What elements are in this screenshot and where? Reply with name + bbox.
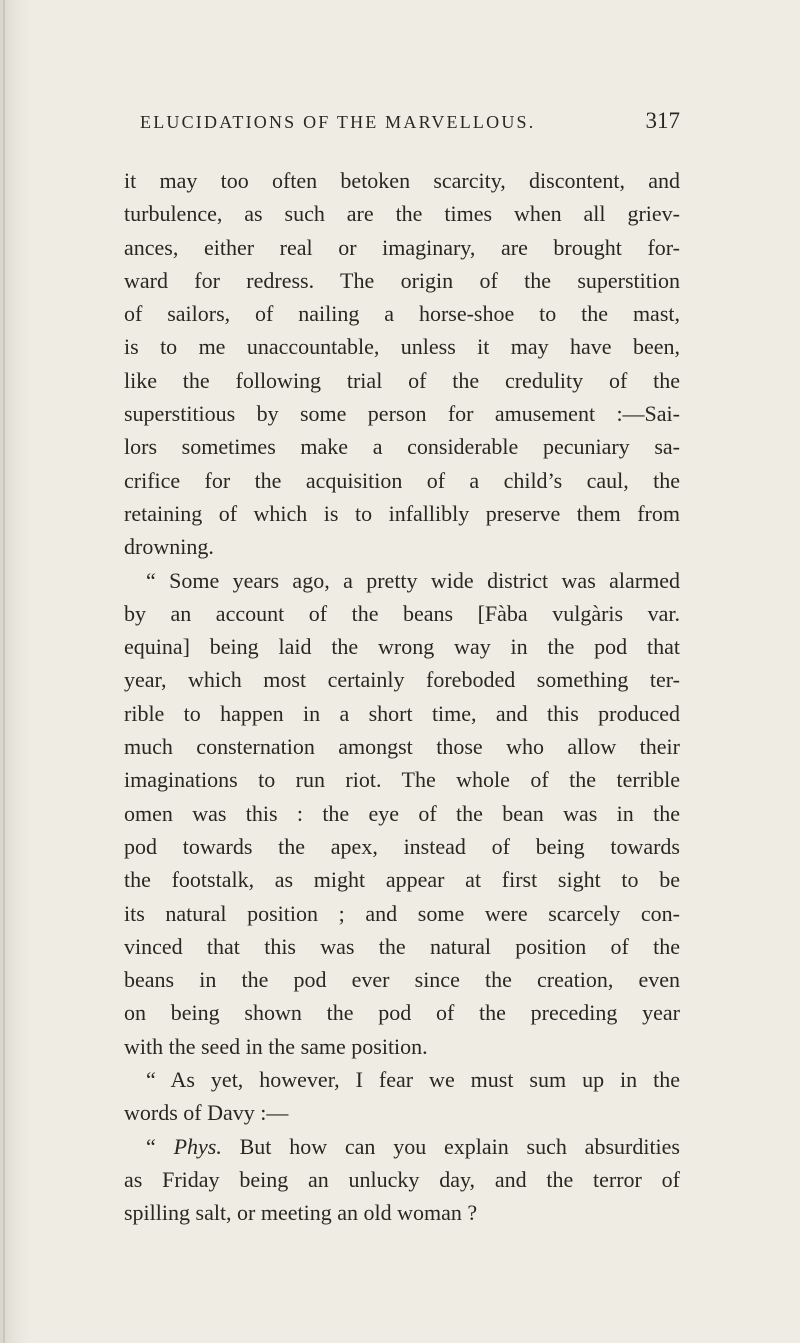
text-line: of sailors, of nailing a horse-shoe to the mast, bbox=[124, 301, 680, 327]
text-line: much consternation amongst those who allow their bbox=[124, 734, 680, 760]
text-line: drowning. bbox=[124, 534, 214, 560]
text-line: imaginations to run riot. The whole of the terrible bbox=[124, 767, 680, 793]
text-line: words of Davy :— bbox=[124, 1100, 289, 1126]
text-line: spilling salt, or meeting an old woman ? bbox=[124, 1200, 478, 1226]
text-line: superstitious by some person for amusement :—Sai- bbox=[124, 401, 680, 427]
text-line: beans in the pod ever since the creation, even bbox=[124, 967, 680, 993]
text-line: on being shown the pod of the preceding year bbox=[124, 1000, 680, 1026]
text-line: crifice for the acquisition of a child’s caul, the bbox=[124, 467, 680, 493]
text-line: the footstalk, as might appear at first sight to be bbox=[124, 867, 680, 893]
text-line: retaining of which is to infallibly preserve them from bbox=[124, 500, 680, 526]
text-line: “ As yet, however, I fear we must sum up in the bbox=[146, 1067, 680, 1093]
body-text bbox=[124, 164, 680, 1230]
text-line: by an account of the beans [Fàba vulgàris var. bbox=[124, 600, 680, 626]
text-line: year, which most certainly foreboded something ter- bbox=[124, 667, 680, 693]
text-line: lors sometimes make a considerable pecuniary sa- bbox=[124, 434, 680, 460]
quote-mark: “ bbox=[146, 1133, 156, 1159]
speaker-label: Phys. bbox=[173, 1133, 222, 1159]
page-number: 317 bbox=[645, 108, 680, 133]
text-line: as Friday being an unlucky day, and the terror of bbox=[124, 1166, 680, 1192]
text-line: equina] being laid the wrong way in the pod that bbox=[124, 634, 680, 660]
text-line: ward for redress. The origin of the superstition bbox=[124, 267, 680, 293]
text-line: turbulence, as such are the times when all griev- bbox=[124, 201, 680, 227]
text-line: ances, either real or imaginary, are brought for- bbox=[124, 234, 680, 260]
running-head bbox=[140, 108, 680, 144]
text-line: its natural position ; and some were scarcely con- bbox=[124, 900, 680, 926]
text-line: is to me unaccountable, unless it may have been, bbox=[124, 334, 680, 360]
text-line: “ Some years ago, a pretty wide district was alarmed bbox=[146, 567, 680, 593]
text-fragment: But how can you explain such absurdities bbox=[239, 1133, 680, 1159]
text-line: like the following trial of the credulity of the bbox=[124, 367, 680, 393]
running-title: ELUCIDATIONS OF THE MARVELLOUS. bbox=[140, 112, 536, 132]
text-line: omen was this : the eye of the bean was in the bbox=[124, 800, 680, 826]
text-line bbox=[124, 1130, 680, 1163]
text-line: with the seed in the same position. bbox=[124, 1033, 428, 1059]
text-line: rible to happen in a short time, and this produced bbox=[124, 700, 680, 726]
text-line: pod towards the apex, instead of being towards bbox=[124, 833, 680, 859]
text-line: it may too often betoken scarcity, discontent, and bbox=[124, 168, 680, 193]
text-line: vinced that this was the natural position of the bbox=[124, 933, 680, 959]
